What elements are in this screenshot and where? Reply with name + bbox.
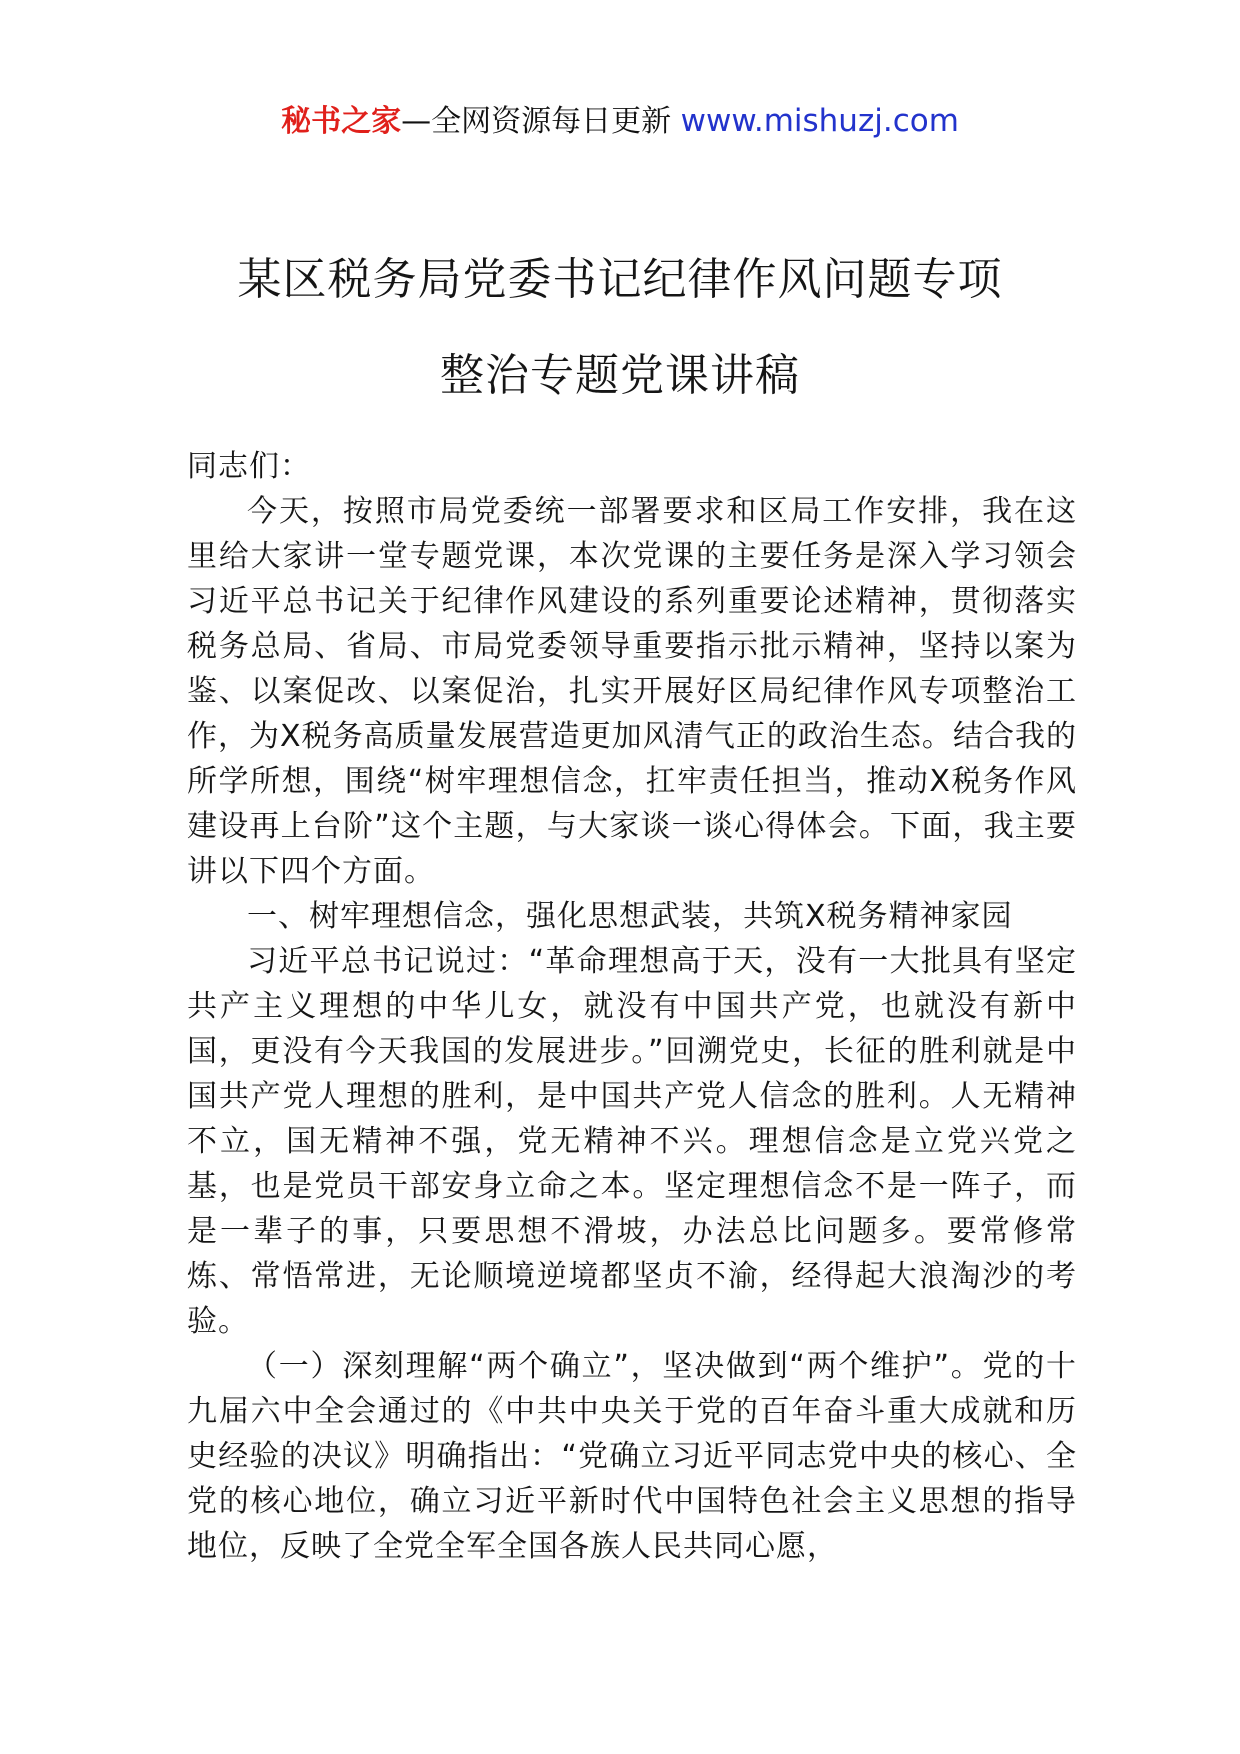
- document-title-line-2: 整治专题党课讲稿: [440, 350, 800, 401]
- paragraph-ideals: 习近平总书记说过：“革命理想高于天，没有一大批具有坚定共产主义理想的中华儿女，就没有中国共产党，也就没有新中国，更没有今天我国的发展进步。”回溯党史，长征的胜利就是中国共产党人理想的胜利，是中国共产党人信念的胜利。人无精神不立，国无精神不强，党无精神不兴。理想信念是立党兴党之基，也是党员干部安身立命之本。坚定理想信念不是一阵子，而是一辈子的事，只要思想不滑坡，办法总比问题多。要常修常炼、常悟常进，无论顺境逆境都坚贞不渝，经得起大浪淘沙的考验。: [187, 944, 1077, 1339]
- paragraph-intro: 今天，按照市局党委统一部署要求和区局工作安排，我在这里给大家讲一堂专题党课，本次党课的主要任务是深入学习领会习近平总书记关于纪律作风建设的系列重要论述精神，贯彻落实税务总局、省局、市局党委领导重要指示批示精神，坚持以案为鉴、以案促改、以案促治，扎实开展好区局纪律作风专项整治工作，为X税务高质量发展营造更加风清气正的政治生态。结合我的所学所想，围绕“树牢理想信念，扛牢责任担当，推动X税务作风建设再上台阶”这个主题，与大家谈一谈心得体会。下面，我主要讲以下四个方面。: [187, 494, 1077, 889]
- site-tagline: —全网资源每日更新: [401, 104, 672, 139]
- document-title-line-1: 某区税务局党委书记纪律作风问题专项: [237, 254, 1003, 305]
- salutation: 同志们：: [187, 449, 311, 484]
- site-name: 秘书之家: [281, 104, 402, 139]
- document-body: [187, 444, 1077, 1569]
- paragraph-subsection-1: （一）深刻理解“两个确立”，坚决做到“两个维护”。党的十九届六中全会通过的《中共中央关于党的百年奋斗重大成就和历史经验的决议》明确指出：“党确立习近平同志党中央的核心、全党的核心地位，确立习近平新时代中国特色社会主义思想的指导地位，反映了全党全军全国各族人民共同心愿，: [187, 1349, 1077, 1564]
- site-header-banner: [0, 100, 1240, 143]
- document-title: [160, 232, 1080, 424]
- site-url-link[interactable]: www.mishuzj.com: [680, 103, 959, 139]
- section-heading-1: 一、树牢理想信念，强化思想武装，共筑X税务精神家园: [247, 899, 1013, 934]
